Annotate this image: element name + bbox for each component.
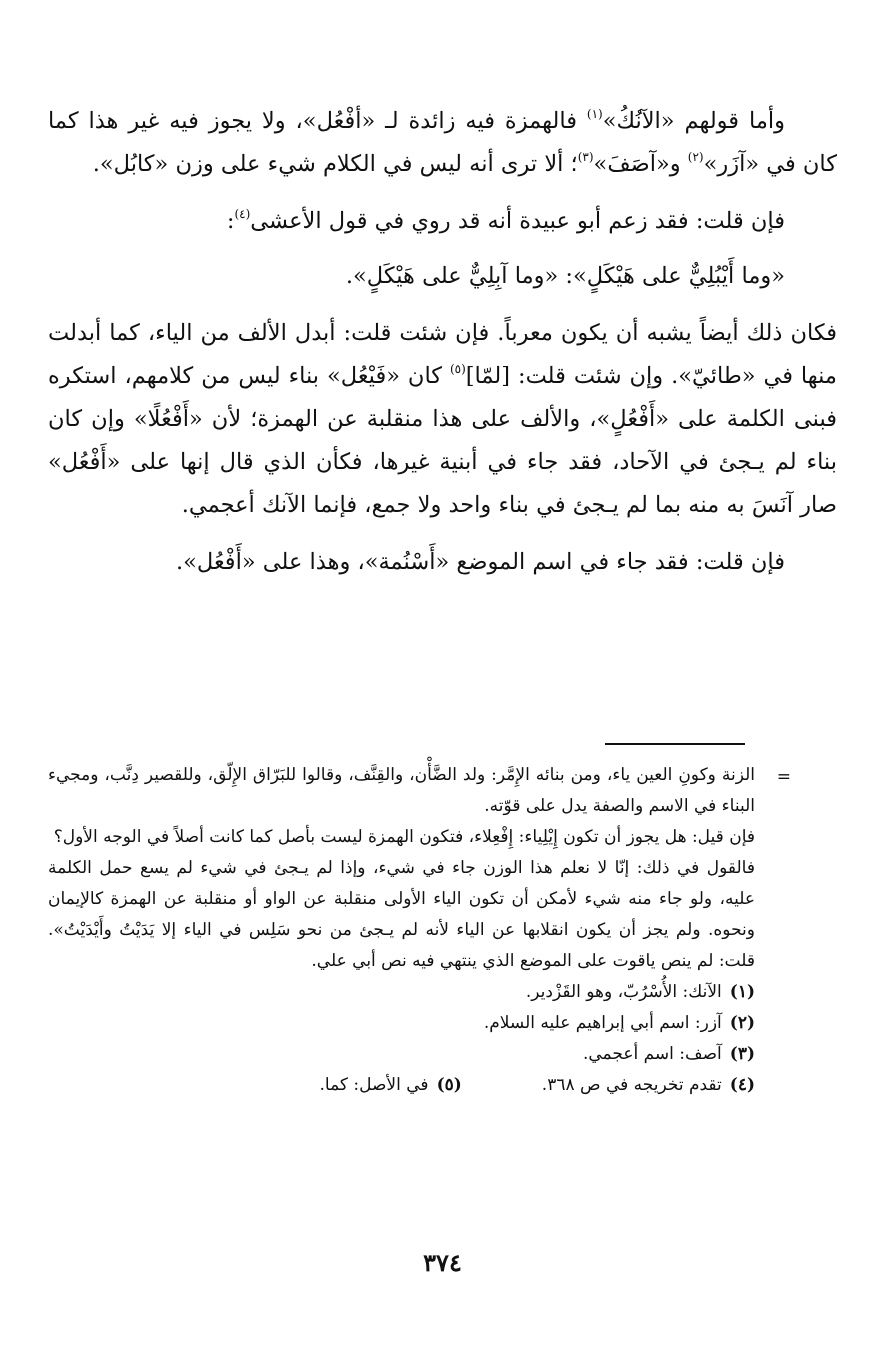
footnote-5 xyxy=(319,1070,461,1101)
footnote-text: تقدم تخريجه في ص ٣٦٨. xyxy=(541,1075,722,1095)
footnote-ref: (٣) xyxy=(577,150,594,164)
footnote-text: الآنك: الأُسْرُبّ، وهو القَزْدير. xyxy=(525,982,722,1002)
text-run: ؛ ألا ترى أنه ليس في الكلام شيء على وزن «كابُل». xyxy=(92,151,578,177)
footnote-3 xyxy=(48,1039,755,1070)
footnote-number: (٣) xyxy=(729,1044,755,1064)
paragraph-2 xyxy=(48,200,837,243)
text-run: و«آصَفَ» xyxy=(593,151,688,177)
paragraph-4: فإن قلت: فقد جاء في اسم الموضع «أَسْنُمة»، وهذا على «أَفْعُل». xyxy=(176,549,785,575)
text-run: فكان ذلك أيضاً يشبه أن يكون معرباً. فإن شئت قلت: أبدل الألف من الياء، كما أبدلت منها في «طائيّ». وإن شئت قلت: [لمّا] xyxy=(48,320,837,389)
footnote-text: آزر: اسم أبي إبراهيم عليه السلام. xyxy=(483,1013,722,1033)
footnote-4 xyxy=(542,1070,755,1101)
footnote-ref: (٥) xyxy=(449,362,466,376)
continuation-mark: = xyxy=(776,767,791,787)
main-text xyxy=(48,100,837,584)
paragraph-1 xyxy=(48,100,837,186)
footnote-number: (٢) xyxy=(729,1013,755,1033)
paragraph-3 xyxy=(48,312,837,527)
footnote-number: (١) xyxy=(729,982,755,1002)
text-run: فإن قلت: فقد زعم أبو عبيدة أنه قد روي في قول الأعشى xyxy=(250,208,785,234)
note-continued: الزنة وكونِ العين ياء، ومن بنائه الإِمَّر: ولد الضَّأْن، والقِنَّف، وقالوا للبَرّاق الإِلّق، وللقصير دِنَّب، ومجيء البناء في الاسم والصفة يدل على قوّته. xyxy=(48,765,755,816)
footnotes-area xyxy=(48,760,791,1101)
note-continued: فالقول في ذلك: إنّا لا نعلم هذا الوزن جاء في شيء، وإذا لم يـجئ في شيء لم يسع حمل الكلمة عليه، ولو جاء منه شيء لأمكن أن تكون الياء الأولى منقلبة عن الواو أو منقلبة عن الهمزة كالإيمان ونحوه. ولم يجز أن يكون انقلابها عن الياء لأنه لم يـجئ من نحو سَلِس في الياء إلا يَدَيْتُ وأَيْدَيْتُ». قلت: لم ينص ياقوت على الموضع الذي ينتهي فيه نص أبي علي. xyxy=(48,858,755,971)
footnote-text: آصف: اسم أعجمي. xyxy=(582,1044,722,1064)
footnote-ref: (٤) xyxy=(234,207,251,221)
footnote-number: (٤) xyxy=(729,1075,755,1095)
footnote-ref: (١) xyxy=(586,107,603,121)
footnote-1 xyxy=(48,977,755,1008)
footnote-separator xyxy=(605,743,745,745)
footnote-text: في الأصل: كما. xyxy=(319,1075,429,1095)
text-run: فالهمزة فيه زائدة لـ «أفْعُل»، ولا يجوز فيه غير هذا كما كان في «آزَر» xyxy=(48,108,837,177)
verse-line: «وما أَيْبُلِيٌّ على هَيْكَلٍ»: «وما آبِلِيٌّ على هَيْكَلٍ». xyxy=(345,263,785,289)
text-run: : xyxy=(226,208,235,234)
note-continued: فإن قيل: هل يجوز أن تكون إِيْلِياء: إِفْعِلاء، فتكون الهمزة ليست بأصل كما كانت أصلاً في الوجه الأول؟ xyxy=(53,827,755,847)
footnote-row xyxy=(48,1070,755,1101)
text-run: وأما قولهم «الآنُكُ» xyxy=(602,108,785,134)
text-run: كان «فَيْعُل» بناء ليس من كلامهم، استكره فبنى الكلمة على «أَفْعُلٍ»، والألف على هذا منقلبة عن الهمزة؛ لأن «أَفْعُلًا» وإن كان بناء لم يـجئ في الآحاد، فقد جاء في أبنية غيرها، فكأن الذي قال إنها على «أَفْعُل» صار آنَسَ به منه بما لم يـجئ في بناء واحد ولا جمع، فإنما الآنك أعجمي. xyxy=(48,363,837,518)
footnote-number: (٥) xyxy=(436,1075,462,1095)
page-number: ٣٧٤ xyxy=(423,1248,462,1277)
footnote-2 xyxy=(48,1008,755,1039)
footnote-ref: (٢) xyxy=(687,150,704,164)
